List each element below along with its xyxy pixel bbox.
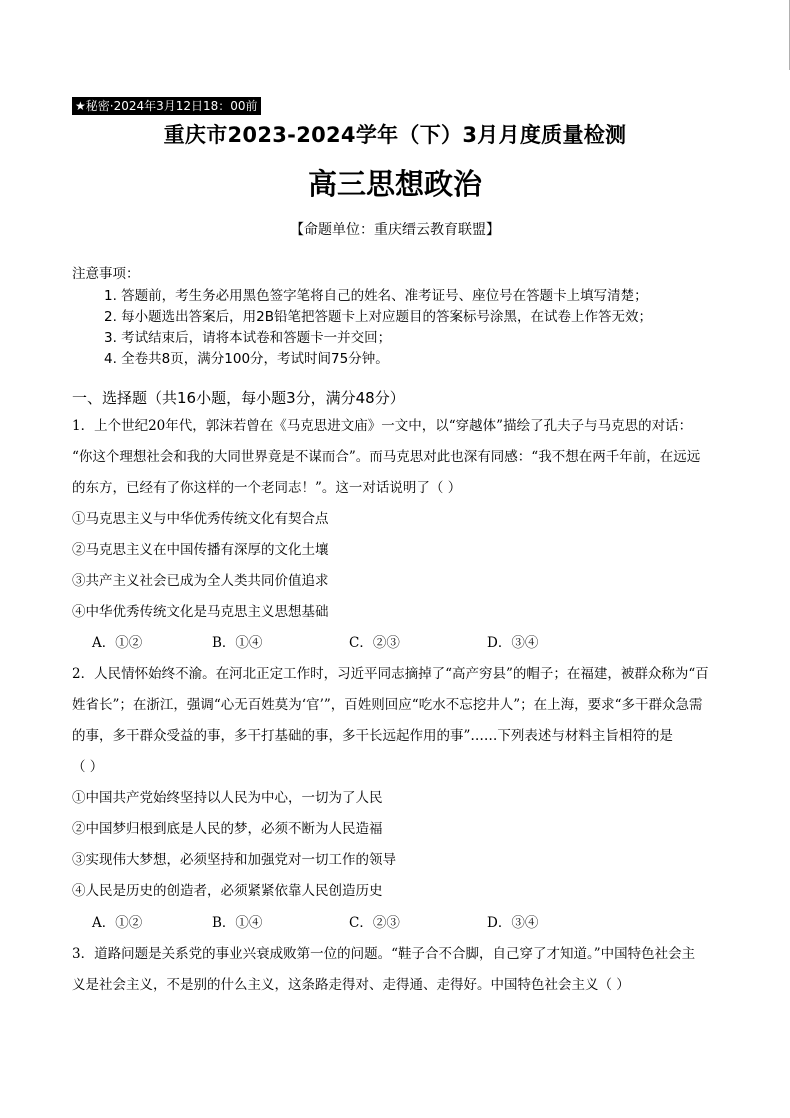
choice-b[interactable]: B．①④	[212, 635, 263, 651]
note-item: 4. 全卷共8页，满分100分，考试时间75分钟。	[104, 351, 389, 367]
confidential-label: ★秘密·2024年3月12日18：00前	[72, 97, 261, 115]
question-1-choices	[92, 631, 652, 651]
question-2-option: ③实现伟大梦想，必须坚持和加强党对一切工作的领导	[72, 852, 396, 868]
choice-b[interactable]: B．①④	[212, 915, 263, 931]
issuing-unit: 【命题单位：重庆缙云教育联盟】	[290, 222, 500, 238]
question-3-text: 义是社会主义，不是别的什么主义，这条路走得对、走得通、走得好。中国特色社会主义（ ）	[72, 977, 630, 993]
question-2-option: ①中国共产党始终坚持以人民为中心，一切为了人民	[72, 790, 383, 806]
question-2-text: 2．人民情怀始终不渝。在河北正定工作时，习近平同志摘掉了“高产穷县”的帽子；在福建，被群众称为“百	[72, 666, 709, 682]
question-1-option: ①马克思主义与中华优秀传统文化有契合点	[72, 511, 329, 527]
choice-d[interactable]: D．③④	[487, 915, 539, 931]
question-2-choices	[92, 911, 652, 931]
question-2-text: 的事，多干群众受益的事，多干打基础的事，多干长远起作用的事”……下列表述与材料主旨相符的是	[72, 728, 673, 744]
note-item: 1. 答题前，考生务必用黑色签字笔将自己的姓名、准考证号、座位号在答题卡上填写清楚；	[104, 288, 648, 304]
notes-heading: 注意事项：	[72, 266, 140, 282]
note-item: 2. 每小题选出答案后，用2B铅笔把答题卡上对应题目的答案标号涂黑，在试卷上作答无效；	[104, 309, 653, 325]
note-item: 3. 考试结束后，请将本试卷和答题卡一并交回；	[104, 330, 392, 346]
question-1-text: 的东方，已经有了你这样的一个老同志！”。这一对话说明了（ ）	[72, 480, 462, 496]
question-1-text: 1．上个世纪20年代，郭沫若曾在《马克思进文庙》一文中，以“穿越体”描绘了孔夫子与马克思的对话：	[72, 418, 693, 434]
choice-d[interactable]: D．③④	[487, 635, 539, 651]
choice-a[interactable]: A．①②	[92, 915, 143, 931]
question-1-option: ④中华优秀传统文化是马克思主义思想基础	[72, 604, 329, 620]
choice-c[interactable]: C．②③	[349, 635, 400, 651]
question-1-option: ③共产主义社会已成为全人类共同价值追求	[72, 573, 329, 589]
question-1-text: “你这个理想社会和我的大同世界竟是不谋而合”。而马克思对此也深有同感：“我不想在两千年前，在远远	[72, 449, 701, 465]
question-2-text: （ ）	[72, 759, 104, 775]
question-3-text: 3．道路问题是关系党的事业兴衰成败第一位的问题。“鞋子合不合脚，自己穿了才知道。”中国特色社会主	[72, 946, 696, 962]
subject-title: 高三思想政治	[307, 167, 482, 201]
question-1-option: ②马克思主义在中国传播有深厚的文化土壤	[72, 542, 329, 558]
choice-c[interactable]: C．②③	[349, 915, 400, 931]
question-2-option: ④人民是历史的创造者，必须紧紧依靠人民创造历史	[72, 883, 383, 899]
exam-title: 重庆市2023-2024学年（下）3月月度质量检测	[163, 123, 627, 147]
section-heading: 一、选择题（共16小题，每小题3分，满分48分）	[72, 389, 405, 407]
question-2-option: ②中国梦归根到底是人民的梦，必须不断为人民造福	[72, 821, 383, 837]
choice-a[interactable]: A．①②	[92, 635, 143, 651]
question-2-text: 姓省长”；在浙江，强调“心无百姓莫为‘官’”，百姓则回应“吃水不忘挖井人”；在上海，要求“多干群众急需	[72, 697, 703, 713]
